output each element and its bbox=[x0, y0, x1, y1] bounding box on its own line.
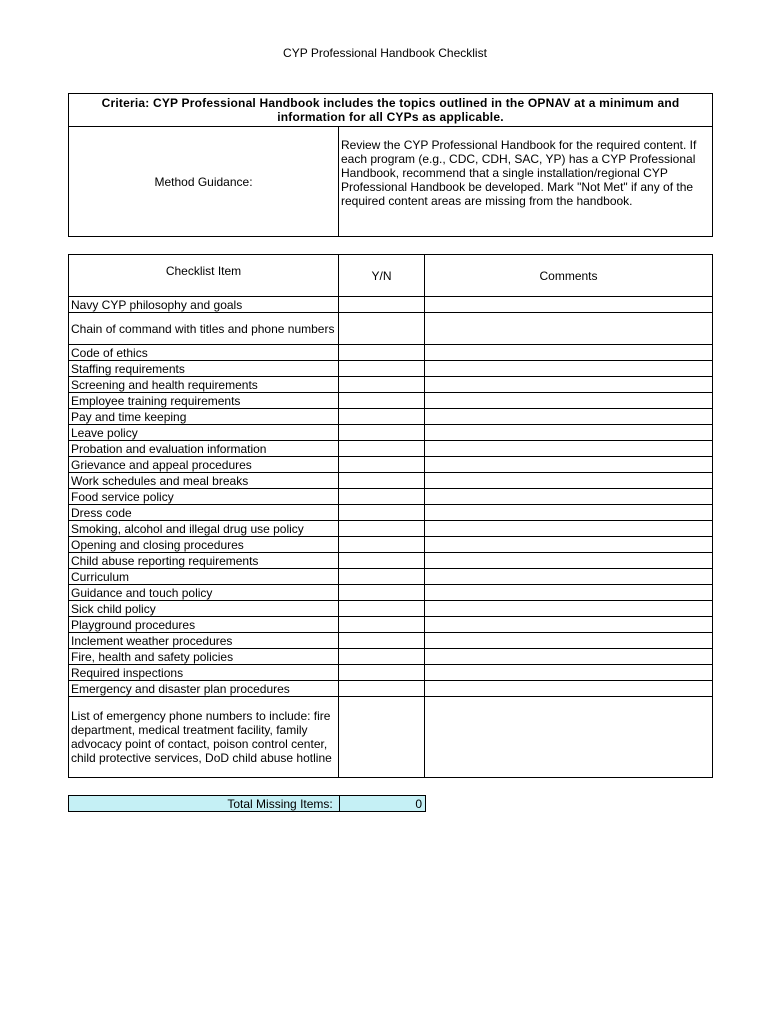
yn-cell[interactable] bbox=[339, 617, 425, 633]
table-row bbox=[69, 473, 713, 489]
table-row bbox=[69, 681, 713, 697]
comments-cell[interactable] bbox=[425, 297, 713, 313]
table-row bbox=[69, 409, 713, 425]
yn-cell[interactable] bbox=[339, 569, 425, 585]
checklist-item: Playground procedures bbox=[69, 617, 339, 633]
yn-cell[interactable] bbox=[339, 297, 425, 313]
comments-cell[interactable] bbox=[425, 345, 713, 361]
comments-cell[interactable] bbox=[425, 585, 713, 601]
yn-cell[interactable] bbox=[339, 409, 425, 425]
yn-cell[interactable] bbox=[339, 473, 425, 489]
yn-cell[interactable] bbox=[339, 681, 425, 697]
comments-cell[interactable] bbox=[425, 377, 713, 393]
comments-cell[interactable] bbox=[425, 457, 713, 473]
criteria-table bbox=[68, 93, 713, 237]
table-row bbox=[69, 585, 713, 601]
table-row bbox=[69, 393, 713, 409]
checklist-item: List of emergency phone numbers to include: fire department, medical treatment facility, family advocacy point of contact, poison control center, child protective services, DoD child abuse hotline bbox=[69, 697, 339, 778]
table-row bbox=[69, 505, 713, 521]
table-row bbox=[69, 649, 713, 665]
checklist-item: Screening and health requirements bbox=[69, 377, 339, 393]
yn-cell[interactable] bbox=[339, 697, 425, 778]
yn-cell[interactable] bbox=[339, 633, 425, 649]
checklist-item: Work schedules and meal breaks bbox=[69, 473, 339, 489]
comments-cell[interactable] bbox=[425, 441, 713, 457]
yn-cell[interactable] bbox=[339, 553, 425, 569]
yn-cell[interactable] bbox=[339, 313, 425, 345]
comments-cell[interactable] bbox=[425, 393, 713, 409]
checklist-item: Navy CYP philosophy and goals bbox=[69, 297, 339, 313]
table-row bbox=[69, 521, 713, 537]
table-row bbox=[69, 601, 713, 617]
comments-cell[interactable] bbox=[425, 697, 713, 778]
checklist-item: Opening and closing procedures bbox=[69, 537, 339, 553]
yn-cell[interactable] bbox=[339, 457, 425, 473]
checklist-header-row bbox=[69, 255, 713, 297]
checklist-item: Leave policy bbox=[69, 425, 339, 441]
table-row bbox=[69, 665, 713, 681]
table-row bbox=[69, 361, 713, 377]
total-missing-value[interactable]: 0 bbox=[339, 796, 425, 812]
comments-cell[interactable] bbox=[425, 681, 713, 697]
page-title: CYP Professional Handbook Checklist bbox=[283, 46, 487, 60]
table-row bbox=[69, 697, 713, 778]
checklist-item: Staffing requirements bbox=[69, 361, 339, 377]
table-row bbox=[69, 297, 713, 313]
table-row bbox=[69, 553, 713, 569]
method-guidance-text: Review the CYP Professional Handbook for the required content. If each program (e.g., CDC, CDH, SAC, YP) has a CYP Professional Handbook, recommend that a single installation/regional CYP Professional Handbook be developed. Mark "Not Met" if any of the required content areas are missing from the handbook. bbox=[339, 127, 713, 237]
yn-cell[interactable] bbox=[339, 537, 425, 553]
yn-cell[interactable] bbox=[339, 345, 425, 361]
comments-cell[interactable] bbox=[425, 665, 713, 681]
comments-cell[interactable] bbox=[425, 425, 713, 441]
table-row bbox=[69, 633, 713, 649]
checklist-item-header: Checklist Item bbox=[69, 255, 339, 297]
comments-cell[interactable] bbox=[425, 553, 713, 569]
checklist-item: Pay and time keeping bbox=[69, 409, 339, 425]
total-table bbox=[68, 795, 426, 812]
checklist-table bbox=[68, 254, 713, 778]
checklist-item: Chain of command with titles and phone numbers bbox=[69, 313, 339, 345]
table-row bbox=[69, 313, 713, 345]
checklist-item: Guidance and touch policy bbox=[69, 585, 339, 601]
yn-cell[interactable] bbox=[339, 425, 425, 441]
yn-cell[interactable] bbox=[339, 393, 425, 409]
checklist-item: Dress code bbox=[69, 505, 339, 521]
yn-cell[interactable] bbox=[339, 649, 425, 665]
checklist-item: Inclement weather procedures bbox=[69, 633, 339, 649]
comments-cell[interactable] bbox=[425, 633, 713, 649]
table-row bbox=[69, 377, 713, 393]
checklist-item: Code of ethics bbox=[69, 345, 339, 361]
yn-cell[interactable] bbox=[339, 665, 425, 681]
checklist-item: Probation and evaluation information bbox=[69, 441, 339, 457]
checklist-item: Curriculum bbox=[69, 569, 339, 585]
comments-cell[interactable] bbox=[425, 361, 713, 377]
table-row bbox=[69, 489, 713, 505]
checklist-item: Food service policy bbox=[69, 489, 339, 505]
comments-header: Comments bbox=[425, 255, 713, 297]
checklist-item: Smoking, alcohol and illegal drug use policy bbox=[69, 521, 339, 537]
yn-cell[interactable] bbox=[339, 505, 425, 521]
table-row bbox=[69, 537, 713, 553]
table-row bbox=[69, 441, 713, 457]
comments-cell[interactable] bbox=[425, 617, 713, 633]
yn-cell[interactable] bbox=[339, 521, 425, 537]
yn-header: Y/N bbox=[339, 255, 425, 297]
checklist-item: Grievance and appeal procedures bbox=[69, 457, 339, 473]
comments-cell[interactable] bbox=[425, 473, 713, 489]
comments-cell[interactable] bbox=[425, 313, 713, 345]
yn-cell[interactable] bbox=[339, 377, 425, 393]
total-missing-label: Total Missing Items: bbox=[69, 796, 340, 812]
table-row bbox=[69, 457, 713, 473]
yn-cell[interactable] bbox=[339, 441, 425, 457]
checklist-item: Required inspections bbox=[69, 665, 339, 681]
comments-cell[interactable] bbox=[425, 409, 713, 425]
comments-cell[interactable] bbox=[425, 521, 713, 537]
comments-cell[interactable] bbox=[425, 489, 713, 505]
table-row bbox=[69, 617, 713, 633]
comments-cell[interactable] bbox=[425, 569, 713, 585]
checklist-item: Emergency and disaster plan procedures bbox=[69, 681, 339, 697]
table-row bbox=[69, 569, 713, 585]
yn-cell[interactable] bbox=[339, 585, 425, 601]
comments-cell[interactable] bbox=[425, 601, 713, 617]
checklist-item: Sick child policy bbox=[69, 601, 339, 617]
method-guidance-label: Method Guidance: bbox=[69, 127, 339, 237]
comments-cell[interactable] bbox=[425, 505, 713, 521]
table-row bbox=[69, 345, 713, 361]
comments-cell[interactable] bbox=[425, 537, 713, 553]
comments-cell[interactable] bbox=[425, 649, 713, 665]
checklist-item: Fire, health and safety policies bbox=[69, 649, 339, 665]
yn-cell[interactable] bbox=[339, 489, 425, 505]
yn-cell[interactable] bbox=[339, 601, 425, 617]
table-row bbox=[69, 425, 713, 441]
yn-cell[interactable] bbox=[339, 361, 425, 377]
checklist-item: Child abuse reporting requirements bbox=[69, 553, 339, 569]
criteria-heading: Criteria: CYP Professional Handbook includes the topics outlined in the OPNAV at a minimum and information for all CYPs as applicable. bbox=[69, 94, 713, 127]
checklist-item: Employee training requirements bbox=[69, 393, 339, 409]
